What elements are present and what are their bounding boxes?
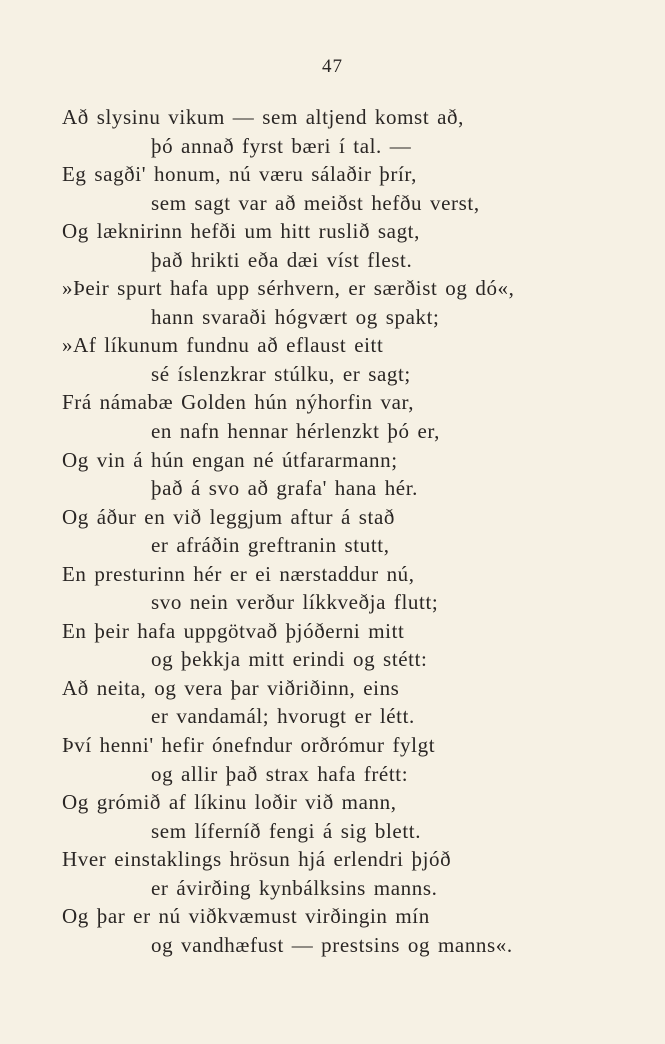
poem-line: hann svaraði hógvært og spakt;	[151, 304, 440, 329]
poem-lines	[62, 103, 662, 959]
poem-line: »Þeir spurt hafa upp sérhvern, er særðist og dó«,	[62, 276, 515, 301]
poem-line: Frá námabæ Golden hún nýhorfin var,	[62, 390, 415, 415]
poem-line: Og áður en við leggjum aftur á stað	[62, 504, 395, 529]
poem-line: Að slysinu vikum — sem altjend komst að,	[62, 105, 464, 129]
poem-line: Hver einstaklings hrösun hjá erlendri þjóð	[62, 847, 452, 872]
poem-line: Eg sagði' honum, nú væru sálaðir þrír,	[62, 162, 418, 187]
poem-line: Og læknirinn hefði um hitt ruslið sagt,	[62, 219, 420, 244]
poem-line: »Af líkunum fundnu að eflaust eitt	[62, 333, 384, 358]
page-number: 47	[322, 56, 343, 77]
poem-line: þó annað fyrst bæri í tal. —	[151, 133, 412, 158]
poem-line: svo nein verður líkkveðja flutt;	[151, 590, 439, 615]
poem-line: og allir það strax hafa frétt:	[151, 761, 409, 786]
poem-line: er vandamál; hvorugt er létt.	[151, 704, 415, 729]
poem-line: sem sagt var að meiðst hefðu verst,	[151, 190, 480, 215]
poem-line: og þekkja mitt erindi og stétt:	[151, 647, 428, 672]
poem-line: Og vin á hún engan né útfararmann;	[62, 447, 398, 472]
poem-line: Að neita, og vera þar viðriðinn, eins	[62, 675, 400, 700]
poem-line: sem líferníð fengi á sig blett.	[151, 818, 422, 843]
poem-line: En presturinn hér er ei nærstaddur nú,	[62, 561, 415, 586]
poem-line: Og grómið af líkinu loðir við mann,	[62, 790, 397, 815]
poem-line: en nafn hennar hérlenzkt þó er,	[151, 419, 440, 444]
poem-text	[62, 103, 662, 959]
poem-line: En þeir hafa uppgötvað þjóðerni mitt	[62, 618, 405, 643]
poem-line: er ávirðing kynbálksins manns.	[151, 875, 438, 900]
poem-line: það hrikti eða dæi víst flest.	[151, 247, 413, 272]
poem-line: það á svo að grafa' hana hér.	[151, 476, 418, 501]
poem-line: og vandhæfust — prestsins og manns«.	[151, 932, 513, 957]
poem-line: Og þar er nú viðkvæmust virðingin mín	[62, 904, 430, 929]
poem-line: Því henni' hefir ónefndur orðrómur fylgt	[62, 733, 436, 758]
poem-line: er afráðin greftranin stutt,	[151, 533, 390, 558]
poem-line: sé íslenzkrar stúlku, er sagt;	[151, 361, 411, 386]
